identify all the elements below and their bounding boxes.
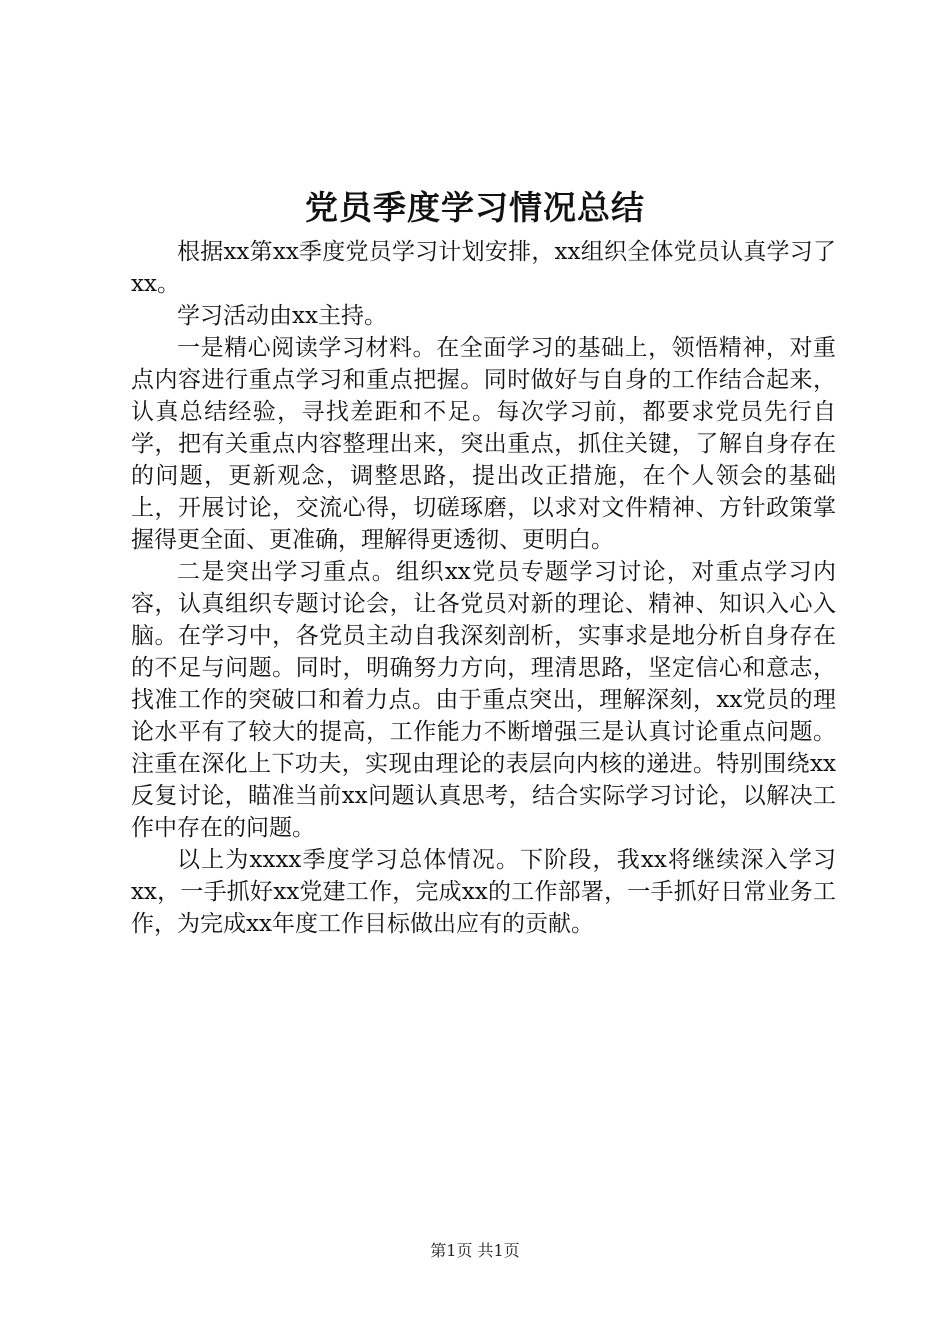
paragraph-key-points: 二是突出学习重点。组织xx党员专题学习讨论，对重点学习内容，认真组织专题讨论会，让各党员对新的理论、精神、知识入心入脑。在学习中，各党员主动自我深刻剖析，实事求是地分析自身存在的不足与问题。同时，明确努力方向，理清思路，坚定信心和意志，找准工作的突破口和着力点。由于重点突出，理解深刻，xx党员的理论水平有了较大的提高，工作能力不断增强三是认真讨论重点问题。注重在深化上下功夫，实现由理论的表层向内核的递进。特别围绕xx反复讨论，瞄准当前xx问题认真思考，结合实际学习讨论，以解决工作中存在的问题。 (131, 559, 836, 841)
document-body (131, 236, 836, 940)
paragraph-host: 学习活动由xx主持。 (177, 303, 387, 329)
page-footer: 第1页 共1页 (430, 1241, 520, 1260)
paragraph-reading-materials: 一是精心阅读学习材料。在全面学习的基础上，领悟精神，对重点内容进行重点学习和重点把握。同时做好与自身的工作结合起来，认真总结经验，寻找差距和不足。每次学习前，都要求党员先行自学，把有关重点内容整理出来，突出重点，抓住关键，了解自身存在的问题，更新观念，调整思路，提出改正措施，在个人领会的基础上，开展讨论，交流心得，切磋琢磨，以求对文件精神、方针政策掌握得更全面、更准确，理解得更透彻、更明白。 (131, 335, 836, 553)
paragraph-intro: 根据xx第xx季度党员学习计划安排，xx组织全体党员认真学习了xx。 (131, 239, 836, 297)
paragraph-summary: 以上为xxxx季度学习总体情况。下阶段，我xx将继续深入学习xx，一手抓好xx党建工作，完成xx的工作部署，一手抓好日常业务工作，为完成xx年度工作目标做出应有的贡献。 (131, 847, 836, 937)
document-title: 党员季度学习情况总结 (305, 188, 645, 227)
